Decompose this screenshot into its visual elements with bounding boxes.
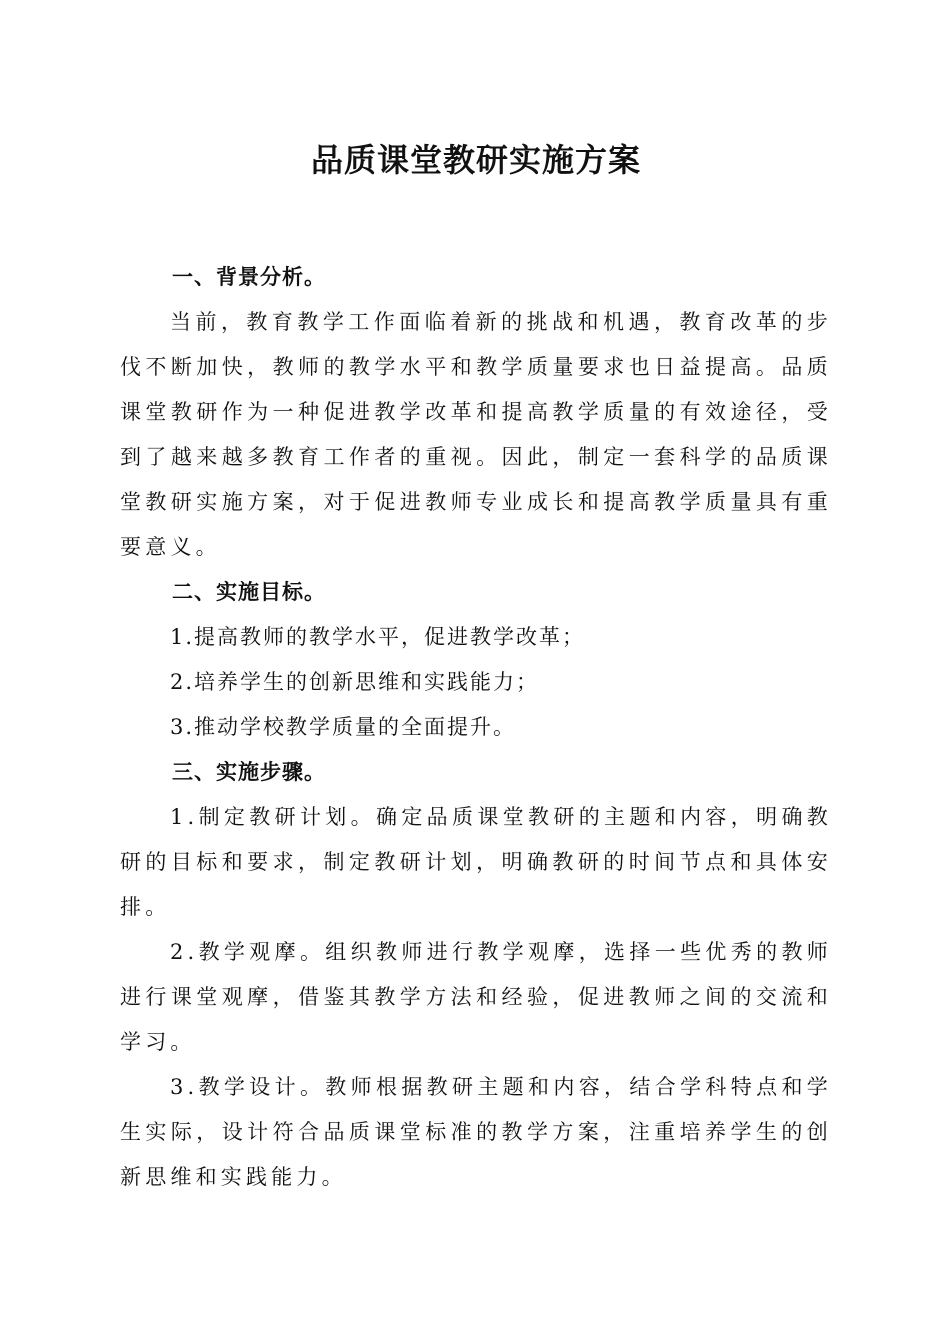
goal-item-2: 2.培养学生的创新思维和实践能力； <box>170 670 540 694</box>
step-paragraph-1: 1.制定教研计划。确定品质课堂教研的主题和内容，明确教研的目标和要求，制定教研计划，明确教研的时间节点和具体安排。 <box>120 805 832 919</box>
section-heading-background: 一、背景分析。 <box>172 265 326 289</box>
document-title: 品质课堂教研实施方案 <box>310 141 641 179</box>
background-paragraph: 当前，教育教学工作面临着新的挑战和机遇，教育改革的步伐不断加快，教师的教学水平和教学质量要求也日益提高。品质课堂教研作为一种促进教学改革和提高教学质量的有效途径，受到了越来越多教育工作者的重视。因此，制定一套科学的品质课堂教研实施方案，对于促进教师专业成长和提高教学质量具有重要意义。 <box>120 310 832 559</box>
goal-item-1: 1.提高教师的教学水平，促进教学改革； <box>170 625 586 649</box>
section-heading-goals: 二、实施目标。 <box>172 580 326 604</box>
step-paragraph-2: 2.教学观摩。组织教师进行教学观摩，选择一些优秀的教师进行课堂观摩，借鉴其教学方法和经验，促进教师之间的交流和学习。 <box>120 940 832 1054</box>
goal-item-3: 3.推动学校教学质量的全面提升。 <box>170 715 517 739</box>
document-page <box>120 130 832 1200</box>
step-paragraph-3: 3.教学设计。教师根据教研主题和内容，结合学科特点和学生实际，设计符合品质课堂标准的教学方案，注重培养学生的创新思维和实践能力。 <box>120 1075 832 1189</box>
section-heading-steps: 三、实施步骤。 <box>172 760 326 784</box>
